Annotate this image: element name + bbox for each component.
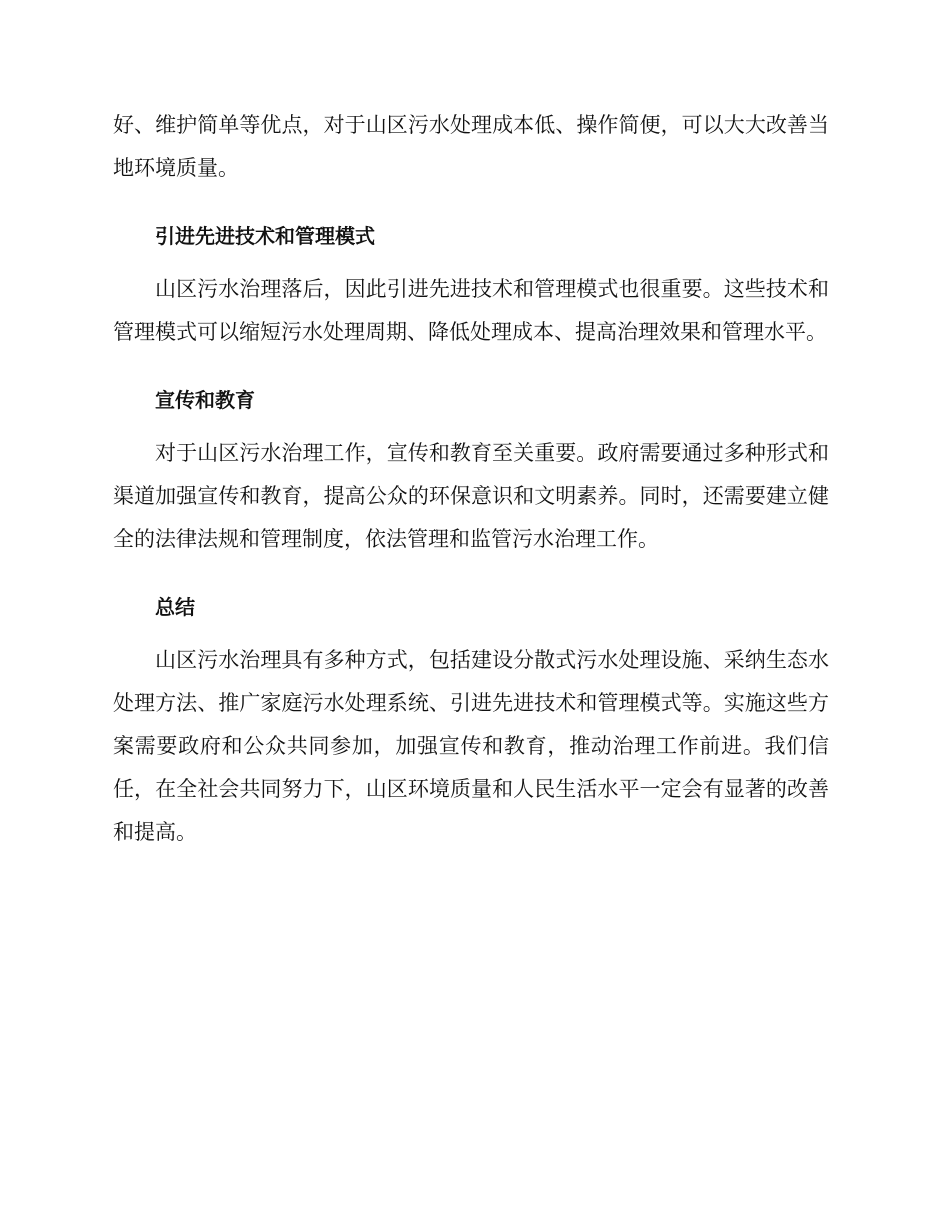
section-paragraph-technology: 山区污水治理落后，因此引进先进技术和管理模式也很重要。这些技术和管理模式可以缩短污水处理周期、降低处理成本、提高治理效果和管理水平。 [113, 277, 829, 344]
document-body [113, 104, 829, 879]
section-heading-summary: 总结 [155, 595, 195, 619]
section-paragraph-summary: 山区污水治理具有多种方式，包括建设分散式污水处理设施、采纳生态水处理方法、推广家庭污水处理系统、引进先进技术和管理模式等。实施这些方案需要政府和公众共同参加，加强宣传和教育，推动治理工作前进。我们信任，在全社会共同努力下，山区环境质量和人民生活水平一定会有显著的改善和提高。 [113, 648, 829, 844]
section-heading-technology: 引进先进技术和管理模式 [155, 224, 375, 248]
section-paragraph-education: 对于山区污水治理工作，宣传和教育至关重要。政府需要通过多种形式和渠道加强宣传和教育，提高公众的环保意识和文明素养。同时，还需要建立健全的法律法规和管理制度，依法管理和监管污水治理工作。 [113, 441, 829, 551]
section-heading-education: 宣传和教育 [155, 388, 255, 412]
intro-paragraph: 好、维护简单等优点，对于山区污水处理成本低、操作简便，可以大大改善当地环境质量。 [113, 113, 829, 180]
